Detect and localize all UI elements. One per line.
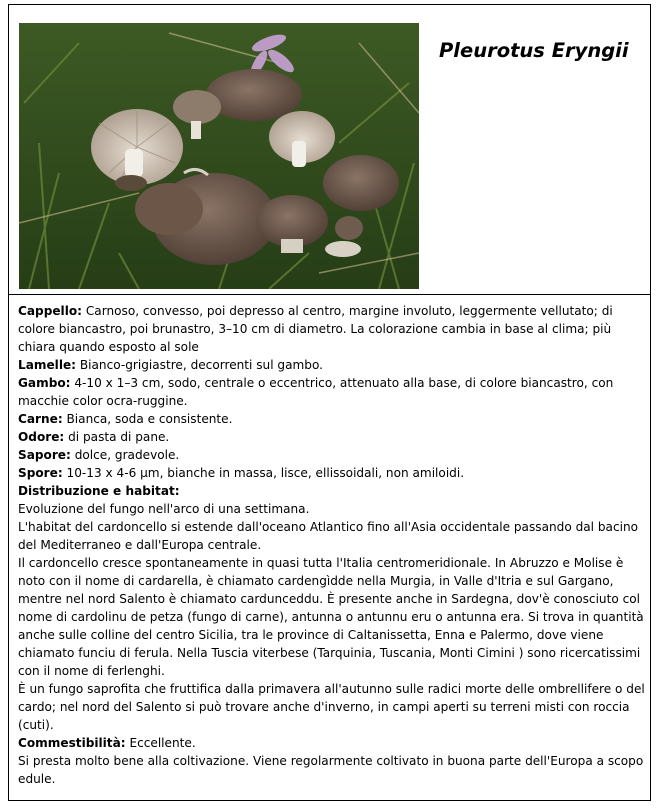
description-body: [18, 302, 646, 788]
field-label: Sapore:: [18, 448, 71, 462]
field-spore: [18, 464, 646, 482]
habitat-paragraph: Il cardoncello cresce spontaneamente in quasi tutta l'Italia centromeridionale. In Abruzzo e Molise è noto con il nome di cardarella, è chiamato cardengìdde nella Murgia, in Valle d'Itria e sul Gargano, mentre nel nord Salento è chiamato cardunceddu. È presente anche in Sardegna, dov'è conosciuto col nome di cardolinu de petza (fungo di carne), antunna o antunnu eru o antunna era. Si trova in quantità anche sulle colline del centro Sicilia, tra le province di Caltanissetta, Enna e Palermo, dove viene chiamato funciu di ferula. Nella Tuscia viterbese (Tarquinia, Tuscania, Monti Cimini ) sono ricercatissimi con il nome di ferlenghi.: [18, 556, 644, 678]
field-value: 10-13 x 4-6 µm, bianche in massa, lisce, ellissoidali, non amiloidi.: [62, 466, 465, 480]
field-label: Cappello:: [18, 304, 82, 318]
field-value: dolce, gradevole.: [70, 448, 180, 462]
field-lamelle: [18, 356, 646, 374]
field-sapore: [18, 446, 646, 464]
habitat-paragraph: Evoluzione del fungo nell'arco di una settimana.: [18, 502, 310, 516]
field-value: Bianca, soda e consistente.: [62, 412, 233, 426]
species-card: [8, 4, 651, 801]
field-label: Commestibilità:: [18, 736, 126, 750]
field-label: Gambo:: [18, 376, 71, 390]
habitat-paragraph: L'habitat del cardoncello si estende dall'oceano Atlantico fino all'Asia occidentale passando dal bacino del Mediterraneo e dall'Europa centrale.: [18, 520, 639, 552]
field-value: di pasta di pane.: [64, 430, 170, 444]
field-value: Eccellente.: [125, 736, 196, 750]
field-label: Odore:: [18, 430, 65, 444]
field-carne: [18, 410, 646, 428]
habitat-paragraph: È un fungo saprofita che fruttifica dalla primavera all'autunno sulle radici morte delle ombrellifere o del cardo; nel nord del Salento si può trovare anche d'inverno, in campi aperti su terreni misti con roccia (cuti).: [18, 682, 645, 732]
field-odore: [18, 428, 646, 446]
field-value: Carnoso, convesso, poi depresso al centro, margine involuto, leggermente vellutato; di colore biancastro, poi brunastro, 3–10 cm di diametro. La colorazione cambia in base al clima; più chiara quando esposto al sole: [18, 304, 613, 354]
header-section: [9, 5, 650, 295]
field-cappello: [18, 302, 646, 356]
habitat-heading: [18, 482, 646, 500]
coltivazione-paragraph: Si presta molto bene alla coltivazione. Viene regolarmente coltivato in buona parte dell'Europa a scopo edule.: [18, 754, 644, 786]
species-title: Pleurotus Eryngii: [439, 39, 629, 62]
field-value: 4-10 x 1–3 cm, sodo, centrale o eccentrico, attenuato alla base, di colore biancastro, con macchie color ocra-ruggine.: [18, 376, 614, 408]
field-commestibilita: [18, 734, 646, 752]
field-gambo: [18, 374, 646, 410]
divider: [9, 294, 650, 295]
field-label: Carne:: [18, 412, 63, 426]
field-value: Bianco-grigiastre, decorrenti sul gambo.: [76, 358, 323, 372]
mushroom-photo: [19, 23, 419, 289]
field-label: Lamelle:: [18, 358, 77, 372]
field-label: Spore:: [18, 466, 63, 480]
field-label: Distribuzione e habitat:: [18, 484, 180, 498]
